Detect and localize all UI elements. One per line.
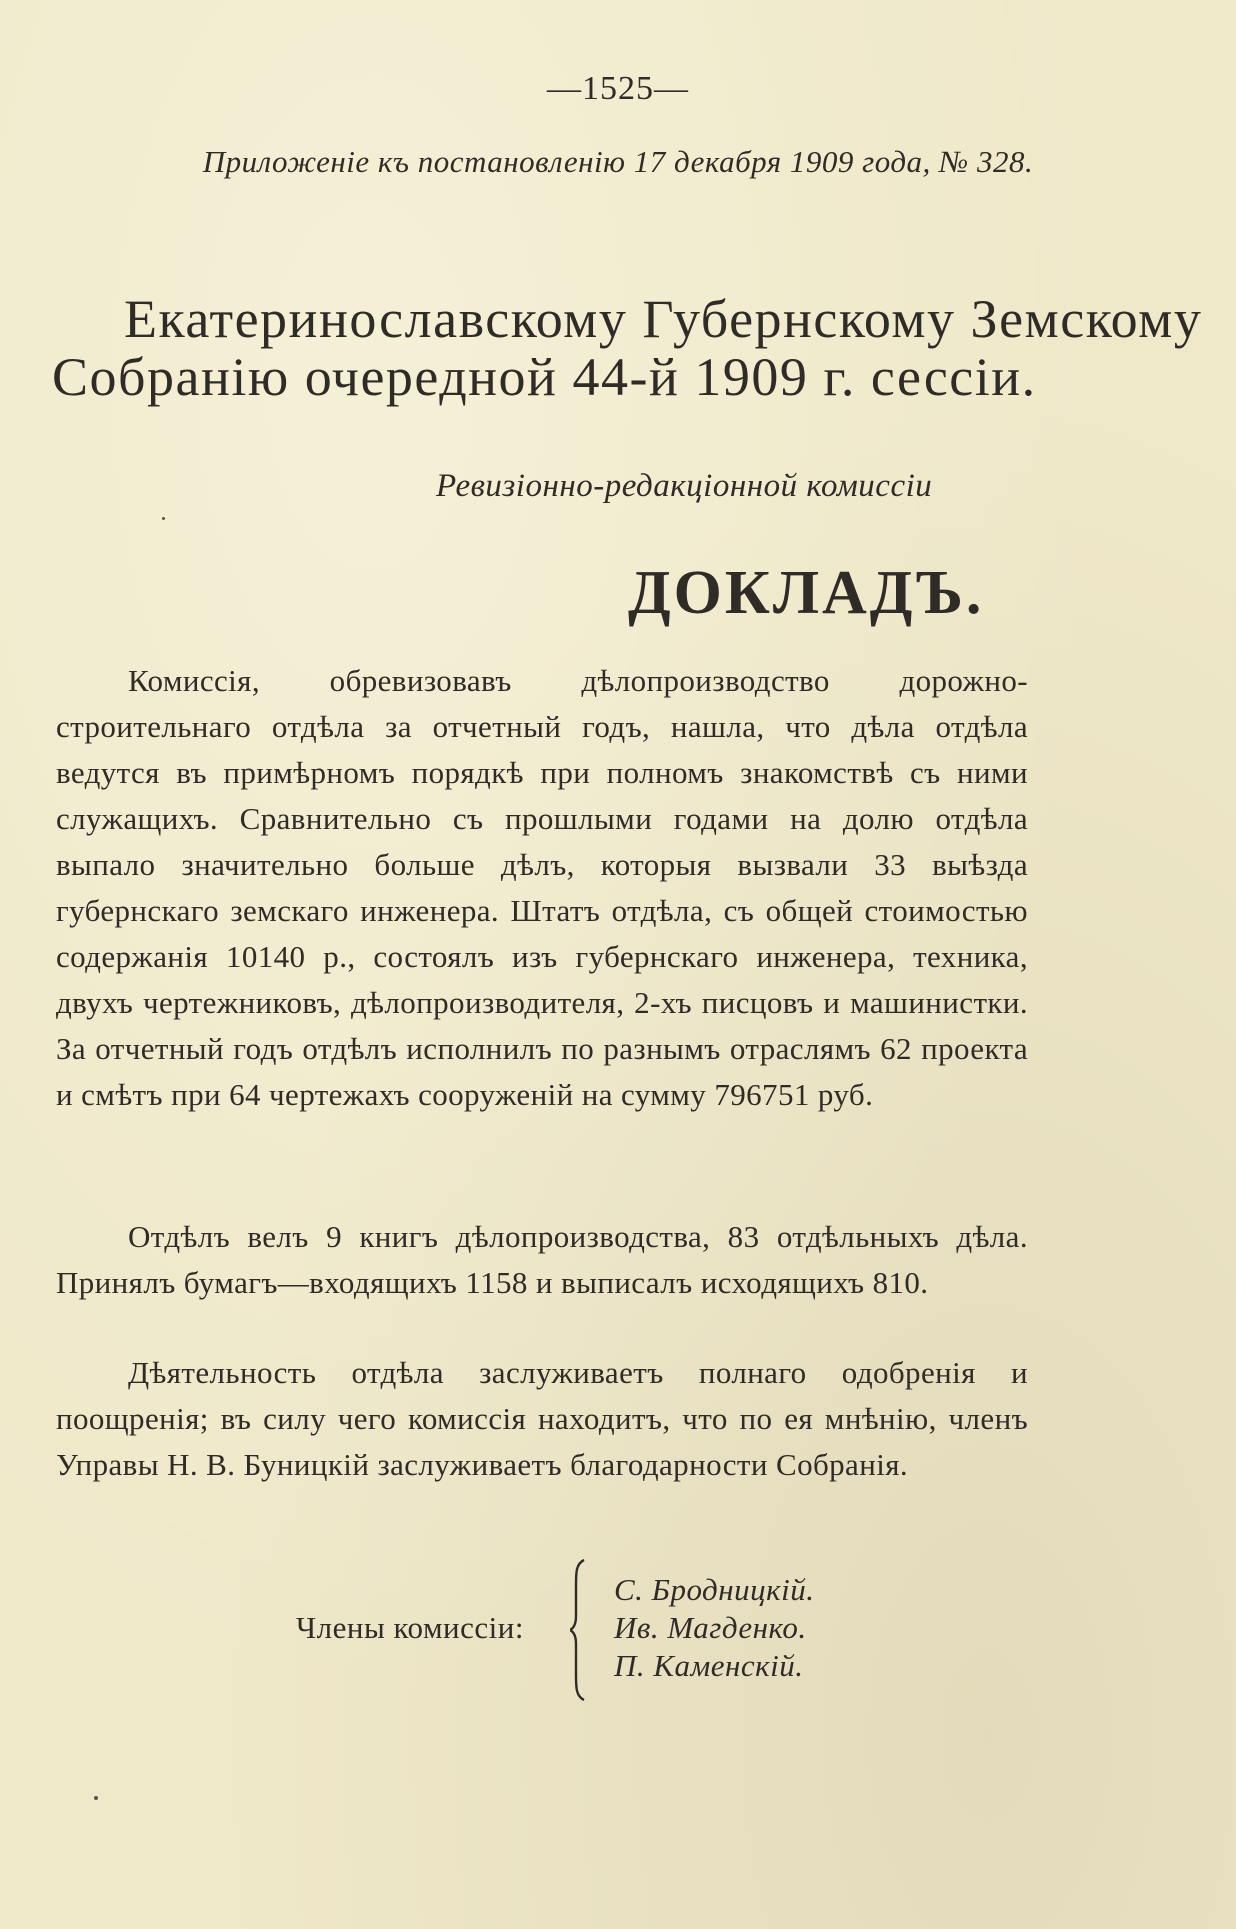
title-line-1: Екатеринославскому Губернскому Земскому bbox=[124, 289, 1203, 349]
report-heading: ДОКЛАДЪ. bbox=[628, 559, 985, 627]
page-number: —1525— bbox=[547, 70, 689, 107]
member-signature: П. Каменскій. bbox=[614, 1648, 804, 1683]
paragraph-records-count: Отдѣлъ велъ 9 книгъ дѣлопроизводства, 83 отдѣльныхъ дѣла. Принялъ бумагъ—входящихъ 1158 и выписалъ исходящихъ 810. bbox=[56, 1219, 1028, 1300]
members-label: Члены комиссіи: bbox=[296, 1610, 524, 1645]
paper-speck bbox=[162, 517, 165, 520]
commission-name: Ревизіонно-редакціонной комиссіи bbox=[436, 468, 933, 504]
member-signature: С. Бродницкій. bbox=[614, 1572, 815, 1607]
member-signature: Ив. Магденко. bbox=[614, 1610, 807, 1645]
curly-brace-icon bbox=[570, 1558, 590, 1702]
paragraph-conclusion: Дѣятельность отдѣла заслуживаетъ полнаго одобренія и поощренія; въ силу чего комиссія находитъ, что по ея мнѣнію, членъ Управы Н. В. Буницкій заслуживаетъ благодарности Собранія. bbox=[56, 1355, 1028, 1482]
paper-speck bbox=[94, 1796, 98, 1800]
paragraph-audit-findings: Комиссія, обревизовавъ дѣлопроизводство дорожно-строительнаго отдѣла за отчетный годъ, нашла, что дѣла отдѣла ведутся въ примѣрномъ порядкѣ при полномъ знакомствѣ съ ними служащихъ. Сравнительно съ прошлыми годами на долю отдѣла выпало значительно больше дѣлъ, которыя вызвали 33 выѣзда губернскаго земскаго инженера. Штатъ отдѣла, съ общей стоимостью содержанія 10140 р., состоялъ изъ губернскаго инженера, техника, двухъ чертежниковъ, дѣлопроизводителя, 2-хъ писцовъ и машинистки. За отчетный годъ отдѣлъ исполнилъ по разнымъ отраслямъ 62 проекта и смѣтъ при 64 чертежахъ сооруженій на сумму 796751 руб. bbox=[56, 663, 1028, 1112]
appendix-note: Приложеніе къ постановленію 17 декабря 1909 года, № 328. bbox=[202, 144, 1034, 179]
title-line-2: Собранію очередной 44-й 1909 г. сессіи. bbox=[52, 347, 1037, 407]
